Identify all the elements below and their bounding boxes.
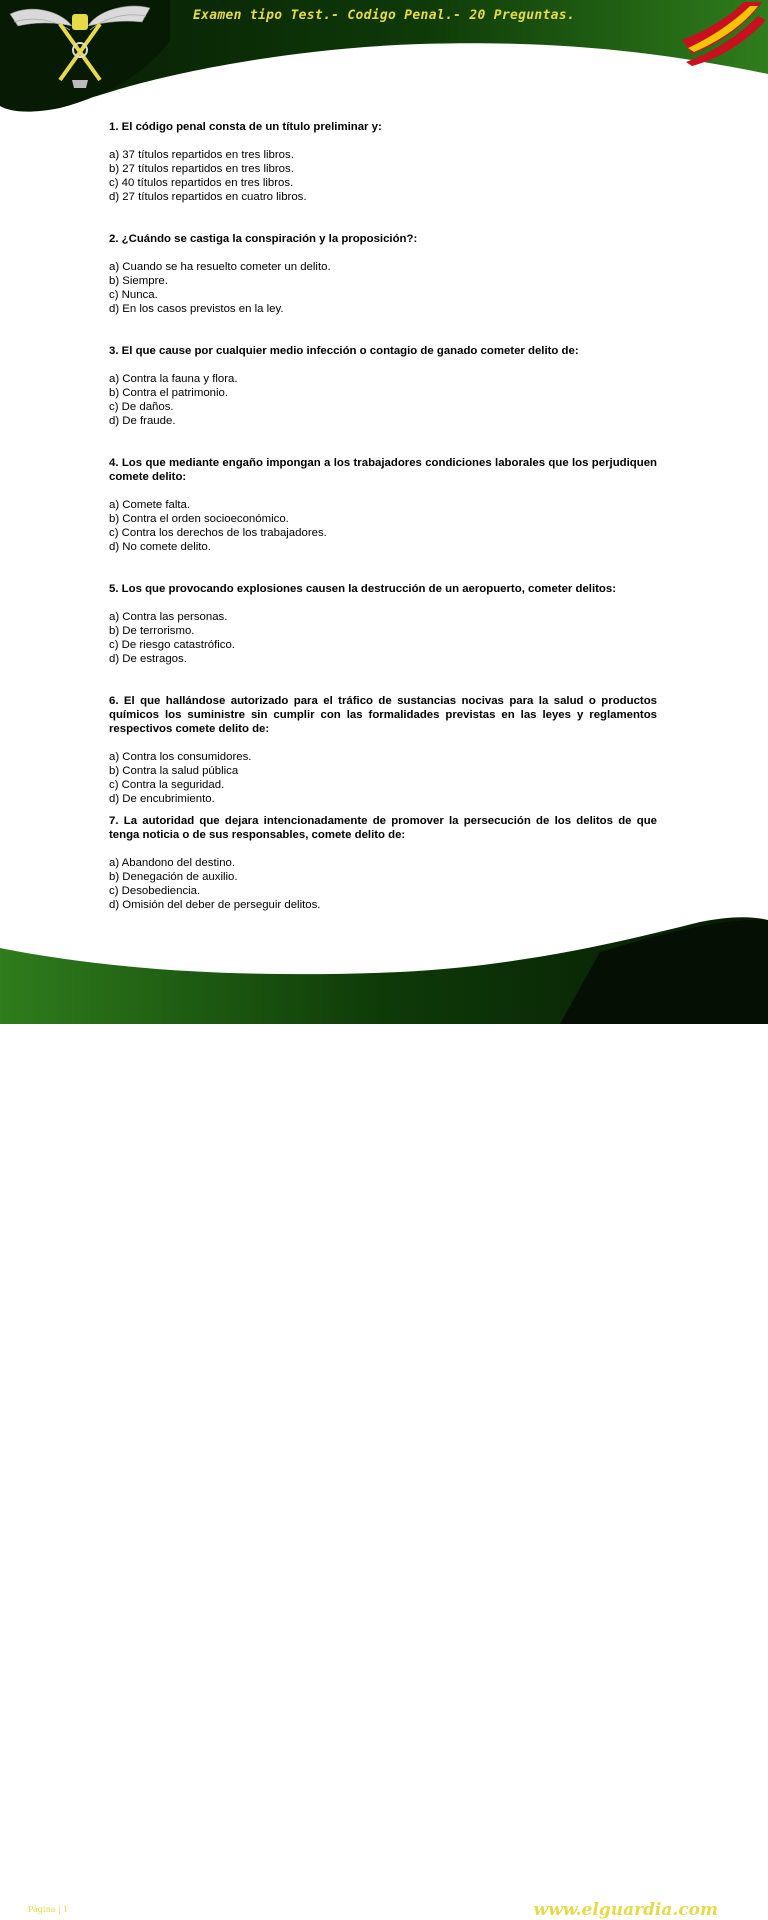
question-text: 5. Los que provocando explosiones causen la destrucción de un aeropuerto, cometer delitos:	[109, 583, 617, 595]
question-list	[109, 120, 657, 940]
answer-option: c) Desobediencia.	[109, 885, 201, 897]
answer-option: a) Contra los consumidores.	[109, 751, 252, 763]
answer-option: b) Denegación de auxilio.	[109, 871, 238, 883]
answer-option: b) De terrorismo.	[109, 625, 195, 637]
question-text: 4. Los que mediante engaño impongan a los trabajadores condiciones laborales que los perjudiquen comete delito:	[109, 457, 657, 483]
answer-option: a) Contra las personas.	[109, 611, 228, 623]
answer-option: a) Cuando se ha resuelto cometer un delito.	[109, 261, 331, 273]
page-header	[0, 0, 768, 130]
question-item	[109, 344, 657, 428]
answer-option: a) Contra la fauna y flora.	[109, 373, 238, 385]
answer-option: a) Comete falta.	[109, 499, 191, 511]
question-item	[109, 814, 657, 912]
answer-option: c) Contra los derechos de los trabajadores.	[109, 527, 327, 539]
question-item	[109, 694, 657, 806]
page-footer	[0, 912, 768, 1920]
answer-option: d) 27 títulos repartidos en cuatro libros.	[109, 191, 307, 203]
answer-option: c) De riesgo catastrófico.	[109, 639, 235, 651]
answer-option: d) De estragos.	[109, 653, 187, 665]
question-item	[109, 232, 657, 316]
answer-option: b) Siempre.	[109, 275, 168, 287]
answer-option: b) Contra el patrimonio.	[109, 387, 229, 399]
answer-option: c) Contra la seguridad.	[109, 779, 225, 791]
answer-option: c) 40 títulos repartidos en tres libros.	[109, 177, 294, 189]
question-item	[109, 582, 657, 666]
answer-option: d) De fraude.	[109, 415, 176, 427]
answer-option: d) De encubrimiento.	[109, 793, 215, 805]
answer-option: b) Contra la salud pública	[109, 765, 239, 777]
answer-option: b) Contra el orden socioeconómico.	[109, 513, 289, 525]
answer-option: d) En los casos previstos en la ley.	[109, 303, 284, 315]
answer-option: d) No comete delito.	[109, 541, 211, 553]
question-text: 2. ¿Cuándo se castiga la conspiración y la proposición?:	[109, 233, 418, 245]
question-text: 3. El que cause por cualquier medio infección o contagio de ganado cometer delito de:	[109, 345, 579, 357]
question-text: 7. La autoridad que dejara intencionadamente de promover la persecución de los delitos de que tenga noticia o de sus responsables, comete delito de:	[109, 815, 657, 841]
footer-banner	[0, 912, 768, 1024]
question-text: 6. El que hallándose autorizado para el tráfico de sustancias nocivas para la salud o productos químicos los suministre sin cumplir con las formalidades previstas en las leyes y reglamentos respectivos comete delito de:	[109, 695, 657, 735]
answer-option: d) Omisión del deber de perseguir delitos.	[109, 899, 321, 911]
question-item	[109, 120, 657, 204]
question-text: 1. El código penal consta de un título preliminar y:	[109, 121, 382, 133]
website-link[interactable]: www.elguardia.com	[533, 1900, 718, 1920]
page-title: Examen tipo Test.- Codigo Penal.- 20 Preguntas.	[193, 8, 575, 23]
answer-option: c) De daños.	[109, 401, 174, 413]
answer-option: c) Nunca.	[109, 289, 158, 301]
question-item	[109, 456, 657, 554]
answer-option: b) 27 títulos repartidos en tres libros.	[109, 163, 294, 175]
page-number: Página | 1	[28, 1905, 69, 1914]
answer-option: a) Abandono del destino.	[109, 857, 236, 869]
answer-option: a) 37 títulos repartidos en tres libros.	[109, 149, 294, 161]
